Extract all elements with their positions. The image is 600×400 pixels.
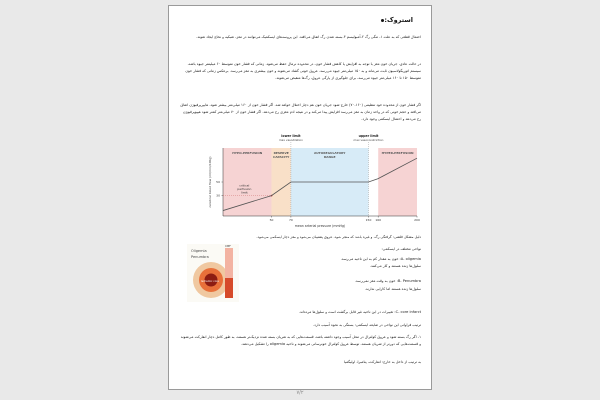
paragraph-1: احتمال قطعی که به علت ۱- تنگی رگ ۲-آمبولیسم ۳-بسته شدن رگ اتفاق می‌افتد. این پروسه‌های ایسکمیک می‌توانند در مغز، شبکیه و نخاع ایجاد شوند. <box>196 35 421 39</box>
list-item-0: نواحی مختلف در ایسکمی: <box>381 247 421 251</box>
x-tick-label-0: 50 <box>269 218 274 222</box>
list-item-8: به ترتیب از داخل به خارج: انفارکت، پنامبرا، اولیگمیا <box>344 360 421 364</box>
y-axis-label: cerebral blood flow (ml/min/100g) <box>208 156 212 208</box>
title-text: استروک: <box>384 16 413 24</box>
region-label-3: HYPER-PERFUSION <box>381 151 414 155</box>
page-number: ۷/۲ <box>296 390 304 396</box>
region-label-2: AUTOREGULATORY <box>313 151 346 155</box>
list-item-7: ۱- اگر رگ بسته شود و عروق کولترال در محل آسیب وجود داشته باشد، قسمت‌هایی که به شریان بسته شده نزدیک‌تر هستند، به طور کامل دچار انفارکت می‌شوند و قسمت‌هایی که دورتر از شریان هستند، توسط عروق کولترال خونرسانی می‌شوند و ناحیه oligemia را تشکیل می‌دهند. <box>180 335 421 346</box>
cbf-label: CBF <box>225 244 231 248</box>
document-page <box>168 5 432 390</box>
section-title <box>377 16 413 24</box>
paragraph-3: اگر فشار خون از محدوده خود تنظیمی (۱۶۰-۷۰) خارج شود جریان خون هم دچار اختلال خواهد شد. اگر فشار خون از ۱۶۰ میلی‌متر بیشتر شود، هایپرپرفیوژن اتفاق می‌افتد و حجم خونی که در واحد زمان به مغز می‌رسد افزایش پیدا می‌کند و در نتیجه ادم مغزی رخ می‌دهد. اگر فشار خون از ۷۰ میلی‌متر کمتر شود هیپوپرفیوژن رخ می‌دهد و احتمال ایسکمی وجود دارد. <box>180 103 421 121</box>
limit-sub-0: max vasodilation <box>278 138 303 142</box>
core-label: Ischemic core <box>201 280 219 283</box>
region-label-0: HYPO-PERFUSION <box>232 151 263 155</box>
x-tick-label-2: 150 <box>365 218 372 222</box>
y-tick-label-0: 30 <box>216 193 220 198</box>
limit-label-1: upper limit <box>358 134 379 138</box>
region-label-1: RESERVE <box>273 151 289 155</box>
oligemia-label: Oligemia <box>191 249 207 253</box>
list-item-5: C- core infarct: تغییرات در این ناحیه غیر قابل برگشت است و سلول‌ها مرده‌اند. <box>298 310 421 314</box>
x-tick-label-3: 160 <box>375 218 382 222</box>
limit-sub-1: max vasoconstriction <box>353 138 384 142</box>
paragraph-2: در حالت عادی، جریان خون مغز با توجه به افزایش یا کاهش فشار خون، در محدوده نرمال حفظ می‌شود. زمانی که فشار خون متوسط ۶۰ میلیمتر جیوه باشد، سیستم اتوریگولاسیون ثابت می‌ماند و به ۱۵۰ میلی‌متر جیوه می‌رسد. عروق خونی گشاد می‌شوند و خون بیشتری به مغز می‌رسد. برعکس زمانی که فشار خون متوسط ۱۵۰ تا ۱۶۰ میلی‌متر جیوه می‌رسد، برای جلوگیری از پارگی عروق، رگ‌ها منقبض می‌شوند. <box>185 62 421 80</box>
region-label-2: RANGE <box>323 155 336 159</box>
x-axis-label: mean arterial pressure (mmHg) <box>294 224 346 228</box>
figure-caption: دلیل مشکل فلشی: گرفتگی رگ، و غیره باشد که منجر شود. عروق پشتیبان می‌شود و مغز دچار ایسکمی می‌شود. <box>256 235 421 239</box>
list-item-3: B- Penumbra: خون به وقت مغز نمی‌رسد. <box>354 279 421 283</box>
threshold-label: critical <box>239 183 250 188</box>
region-0 <box>223 148 272 216</box>
x-tick-label-1: 70 <box>288 218 293 222</box>
ischemia-diagram <box>187 244 239 302</box>
y-tick-label-1: 50 <box>216 180 220 184</box>
penumbra-label: Penumbra <box>191 255 209 259</box>
region-label-1: CAPACITY <box>273 155 290 159</box>
list-item-2: سلول‌ها زنده هستند و کار می‌کنند. <box>369 264 421 268</box>
list-item-4: سلول‌ها زنده هستند اما کارایی ندارند. <box>364 287 421 291</box>
list-item-6: ترتیب فراوانی این نواحی در ضایعه ایسکمی: بستگی به نحوه آسیب دارد. <box>313 323 421 327</box>
limit-label-0: lower limit <box>281 134 301 138</box>
list-item-1: A- oligemia: خون به مقدار کم به این ناحیه می‌رسد. <box>340 257 421 261</box>
x-tick-label-4: 200 <box>414 218 420 222</box>
threshold-label: perfusion <box>237 187 252 192</box>
threshold-label: limit <box>241 190 248 195</box>
autoregulation-chart <box>181 126 423 234</box>
region-3 <box>378 148 417 216</box>
cbf-bar-low <box>225 278 233 298</box>
